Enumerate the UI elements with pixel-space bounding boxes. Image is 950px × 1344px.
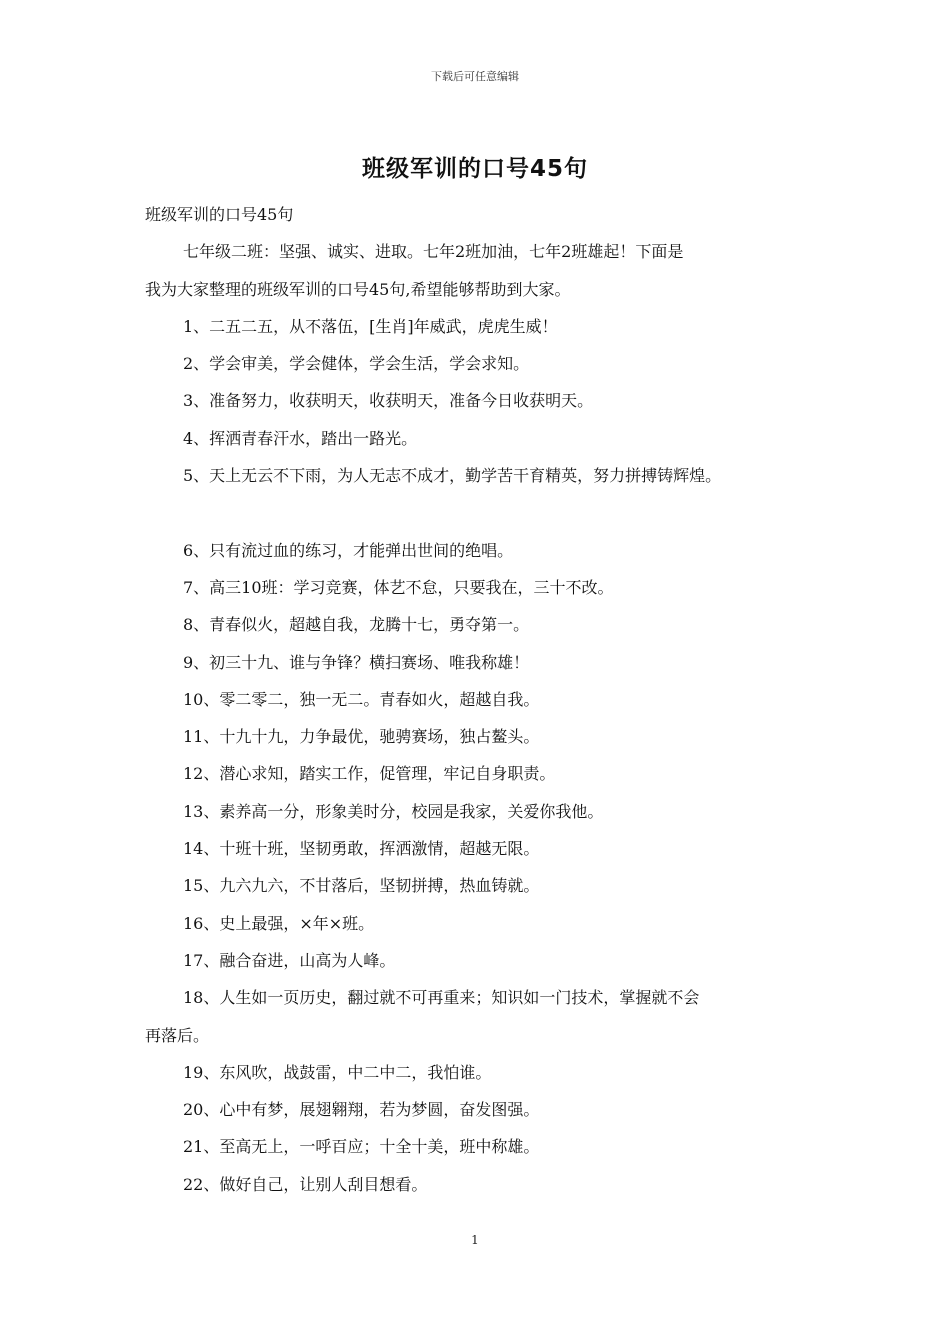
slogan-item: 18、人生如一页历史，翻过就不可再重来；知识如一门技术，掌握就不会 xyxy=(183,988,700,1008)
slogan-item: 4、挥洒青春汗水，踏出一路光。 xyxy=(183,428,418,448)
slogan-item: 13、素养高一分，形象美时分，校园是我家，关爱你我他。 xyxy=(183,801,604,821)
download-note: 下载后可任意编辑 xyxy=(431,70,519,83)
slogan-item: 3、准备努力，收获明天，收获明天，准备今日收获明天。 xyxy=(183,391,594,411)
intro-paragraph-line-2: 我为大家整理的班级军训的口号45句,希望能够帮助到大家。 xyxy=(145,279,571,299)
intro-paragraph-line-1: 七年级二班：坚强、诚实、进取。七年2班加油，七年2班雄起！下面是 xyxy=(183,242,684,262)
blank-line xyxy=(145,494,825,531)
slogan-item-continuation: 再落后。 xyxy=(145,1025,210,1045)
slogan-item: 11、十九十九，力争最优，驰骋赛场，独占鳌头。 xyxy=(183,727,540,747)
slogan-item: 6、只有流过血的练习，才能弹出世间的绝唱。 xyxy=(183,540,514,560)
slogan-item: 19、东风吹，战鼓雷，中二中二，我怕谁。 xyxy=(183,1062,492,1082)
slogan-item: 21、至高无上，一呼百应；十全十美，班中称雄。 xyxy=(183,1137,540,1157)
document-title: 班级军训的口号45句 xyxy=(361,156,588,182)
slogan-item: 9、初三十九、谁与争锋？横扫赛场、唯我称雄！ xyxy=(183,652,530,672)
slogan-item: 7、高三10班：学习竞赛，体艺不怠，只要我在，三十不改。 xyxy=(183,577,614,597)
document-body xyxy=(145,196,825,1203)
slogan-item: 15、九六九六，不甘落后，坚韧拼搏，热血铸就。 xyxy=(183,876,540,896)
page-number: 1 xyxy=(471,1233,479,1247)
slogan-item: 12、潜心求知，踏实工作，促管理，牢记自身职责。 xyxy=(183,764,556,784)
slogan-item: 17、融合奋进，山高为人峰。 xyxy=(183,950,396,970)
slogan-item: 22、做好自己，让别人刮目想看。 xyxy=(183,1174,428,1194)
slogan-item: 5、天上无云不下雨，为人无志不成才，勤学苦干育精英，努力拼搏铸辉煌。 xyxy=(183,466,722,486)
subtitle-line: 班级军训的口号45句 xyxy=(145,205,294,224)
slogan-item: 14、十班十班，坚韧勇敢，挥洒激情，超越无限。 xyxy=(183,839,540,859)
slogan-item: 1、二五二五，从不落伍，[生肖]年威武，虎虎生威！ xyxy=(183,316,558,336)
slogan-item: 20、心中有梦，展翅翱翔，若为梦圆，奋发图强。 xyxy=(183,1100,540,1120)
slogan-item: 10、零二零二，独一无二。青春如火，超越自我。 xyxy=(183,689,540,709)
slogan-item: 16、史上最强，×年×班。 xyxy=(183,913,375,933)
slogan-item: 8、青春似火，超越自我，龙腾十七，勇夺第一。 xyxy=(183,615,530,635)
slogan-item: 2、学会审美，学会健体，学会生活，学会求知。 xyxy=(183,354,530,374)
